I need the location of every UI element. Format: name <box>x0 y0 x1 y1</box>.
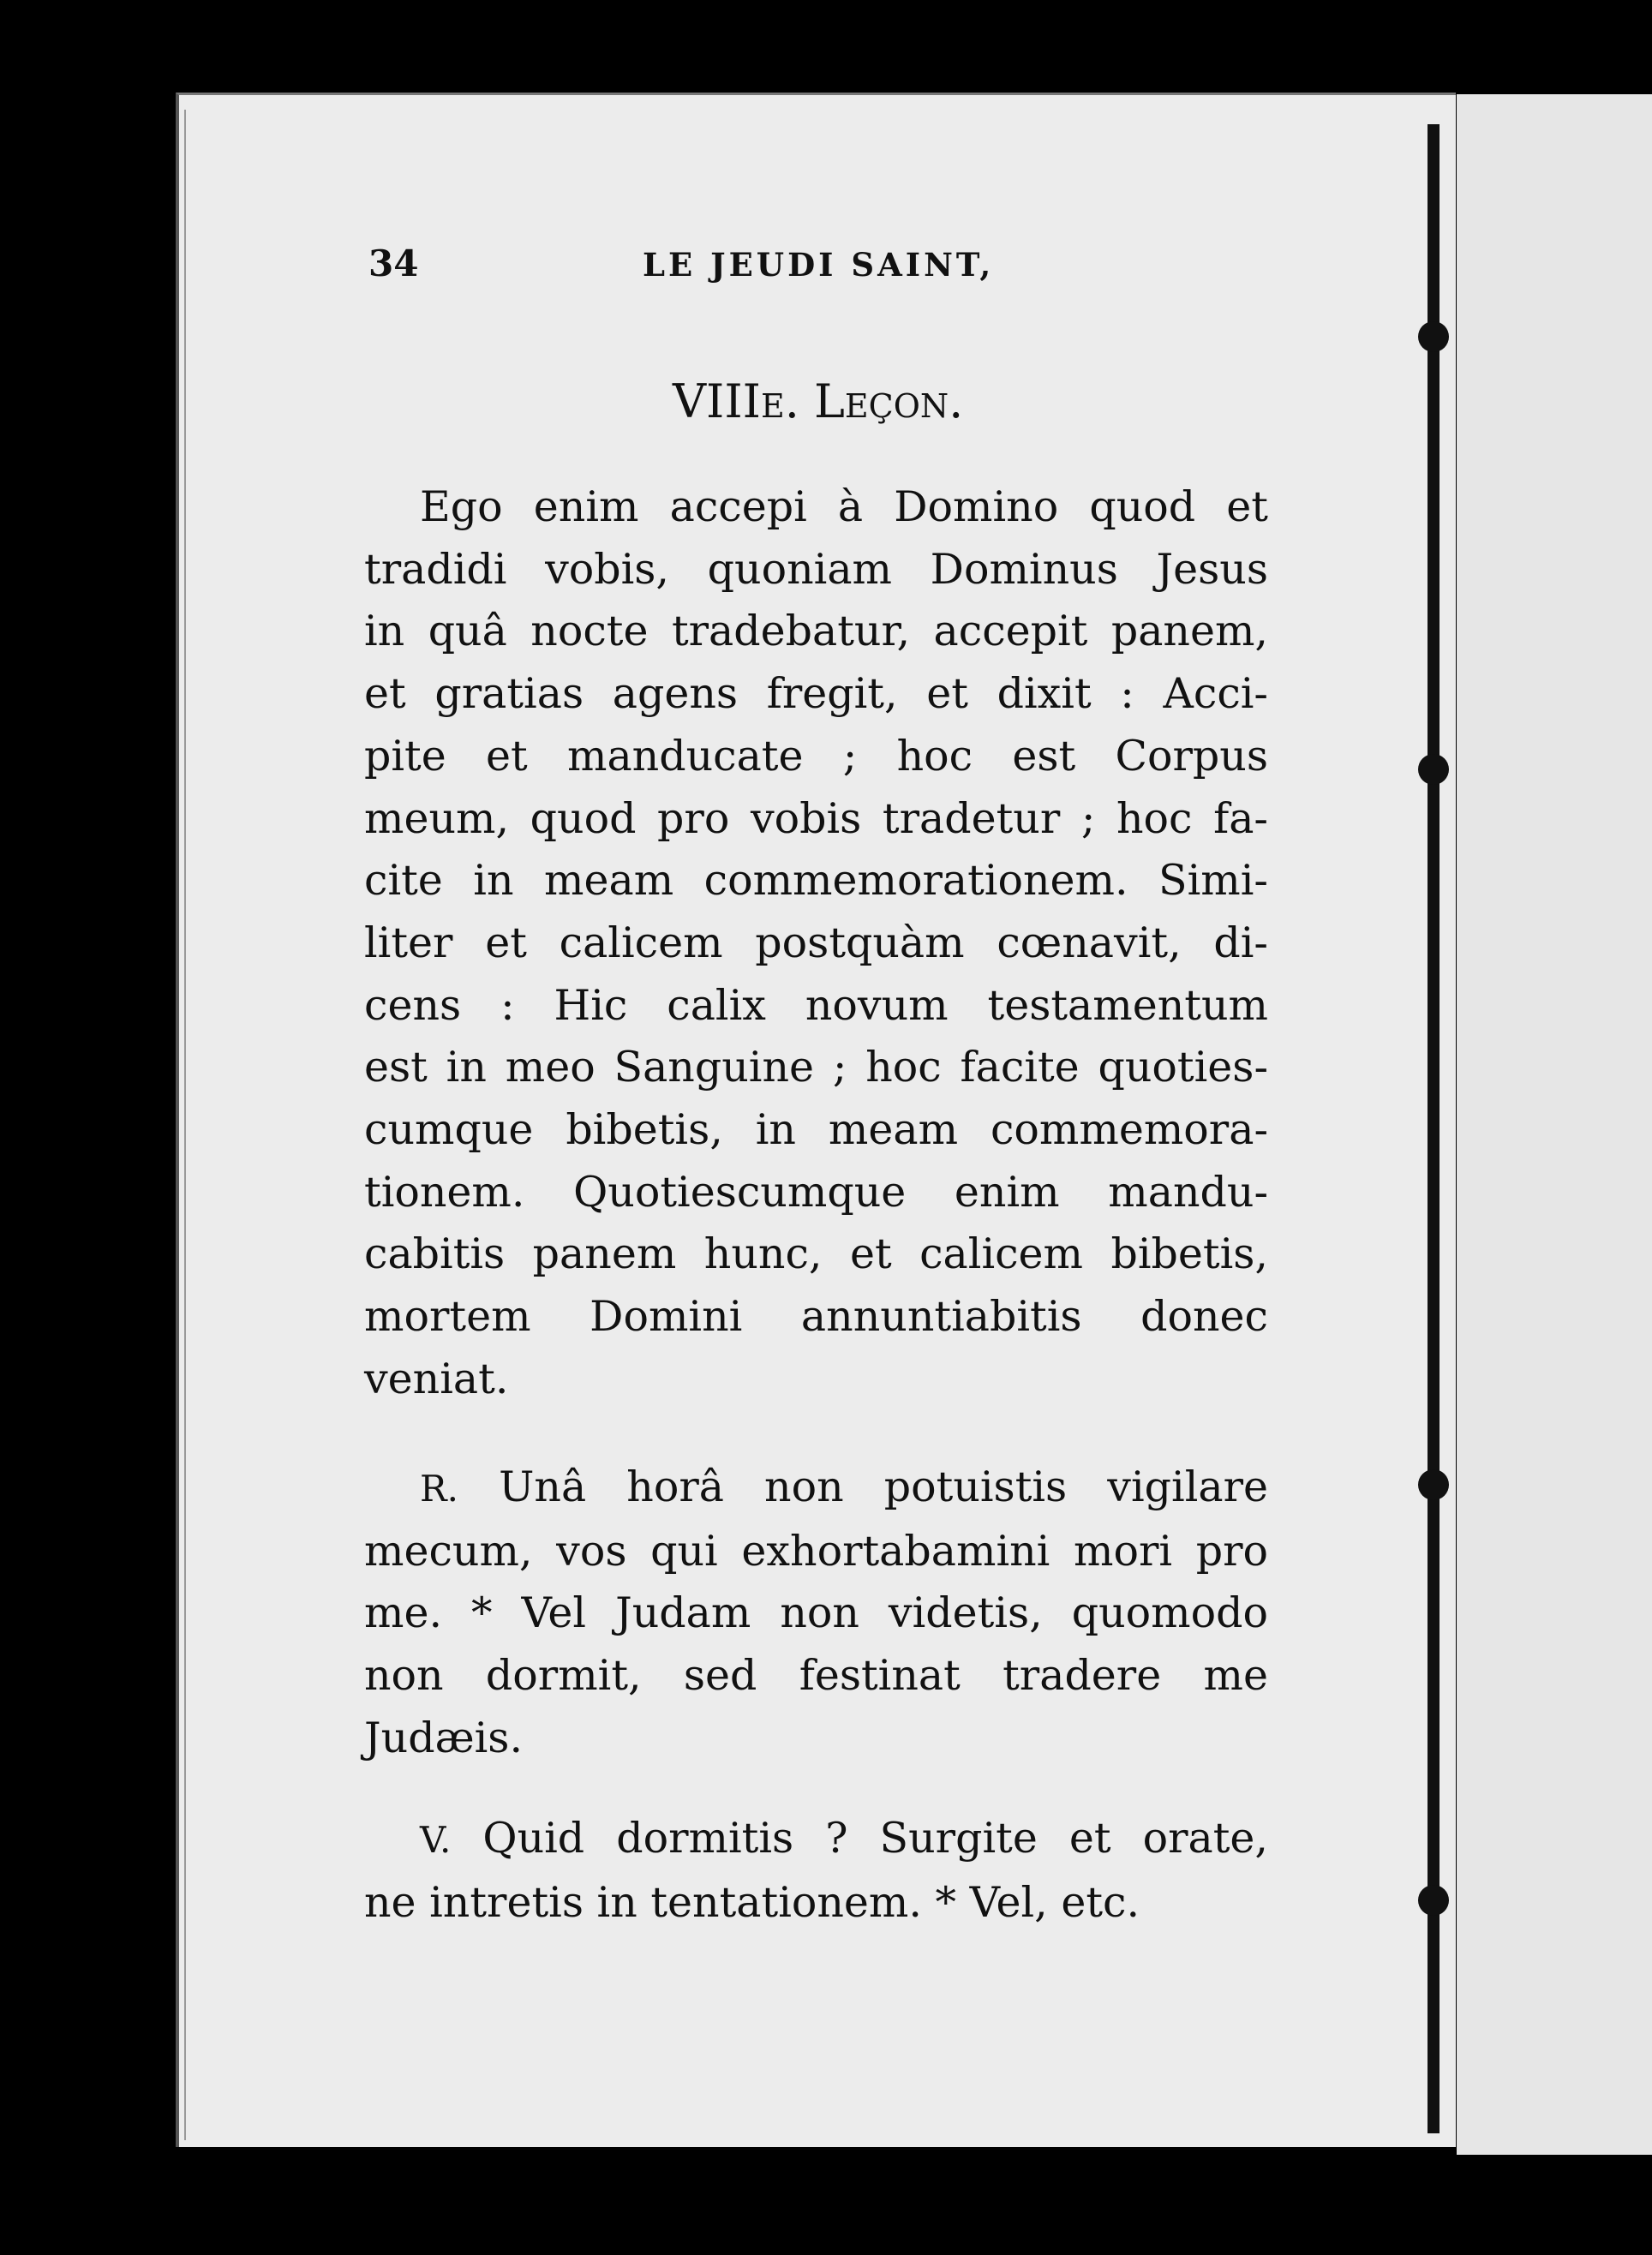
text-line: cumque bibetis, in meam commemora- <box>364 1105 1268 1155</box>
text-line: Judæis. <box>364 1713 524 1762</box>
responsory <box>364 1456 1268 1770</box>
text-line: et gratias agens fregit, et dixit : Acci- <box>364 669 1268 719</box>
text-line: liter et calicem postquàm cœnavit, di- <box>364 918 1268 967</box>
text-line: tradidi vobis, quoniam Dominus Jesus <box>364 544 1268 594</box>
binding-stitch <box>1418 1469 1449 1500</box>
page-number: 34 <box>368 242 419 284</box>
text-line: in quâ nocte tradebatur, accepit panem, <box>364 607 1268 656</box>
text-line: cens : Hic calix novum testamentum <box>364 980 1268 1030</box>
running-title: LE JEUDI SAINT, <box>643 246 995 284</box>
text-line: cabitis panem hunc, et calicem bibetis, <box>364 1229 1268 1279</box>
lesson-text <box>364 476 1268 1411</box>
responsory-line: Unâ horâ non potuistis vigilare <box>499 1462 1269 1511</box>
text-line: cite in meam commemorationem. Simi- <box>364 856 1268 906</box>
text-line: me. * Vel Judam non videtis, quomodo <box>364 1588 1268 1638</box>
text-line: tionem. Quotiescumque enim mandu- <box>364 1167 1268 1217</box>
versicle-marker: V. <box>420 1819 452 1861</box>
binding-spine <box>1428 124 1440 2133</box>
binding-stitch <box>1418 754 1449 785</box>
facing-page <box>1457 94 1652 2155</box>
text-line: mortem Domini annuntiabitis donec <box>364 1292 1268 1342</box>
responsory-marker: R. <box>420 1468 458 1510</box>
text-line: est in meo Sanguine ; hoc facite quoties- <box>364 1043 1268 1092</box>
text-line <box>364 1456 1268 1521</box>
text-line: veniat. <box>364 1354 509 1403</box>
text-line: non dormit, sed festinat tradere me <box>364 1651 1268 1701</box>
page-edge-line <box>184 110 186 2140</box>
text-line: ne intretis in tentationem. * Vel, etc. <box>364 1877 1140 1927</box>
text-line: meum, quod pro vobis tradetur ; hoc fa- <box>364 793 1268 843</box>
binding-stitch <box>1418 1885 1449 1916</box>
lesson-title: VIIIe. Leçon. <box>673 374 964 428</box>
text-line: pite et manducate ; hoc est Corpus <box>364 731 1268 781</box>
text-line: Ego enim accepi à Domino quod et <box>420 482 1268 531</box>
versicle <box>364 1808 1268 1934</box>
versicle-line: Quid dormitis ? Surgite et orate, <box>482 1814 1269 1863</box>
binding-stitch <box>1418 321 1449 352</box>
text-line: mecum, vos qui exhortabamini mori pro <box>364 1526 1268 1576</box>
text-line <box>364 1808 1268 1872</box>
